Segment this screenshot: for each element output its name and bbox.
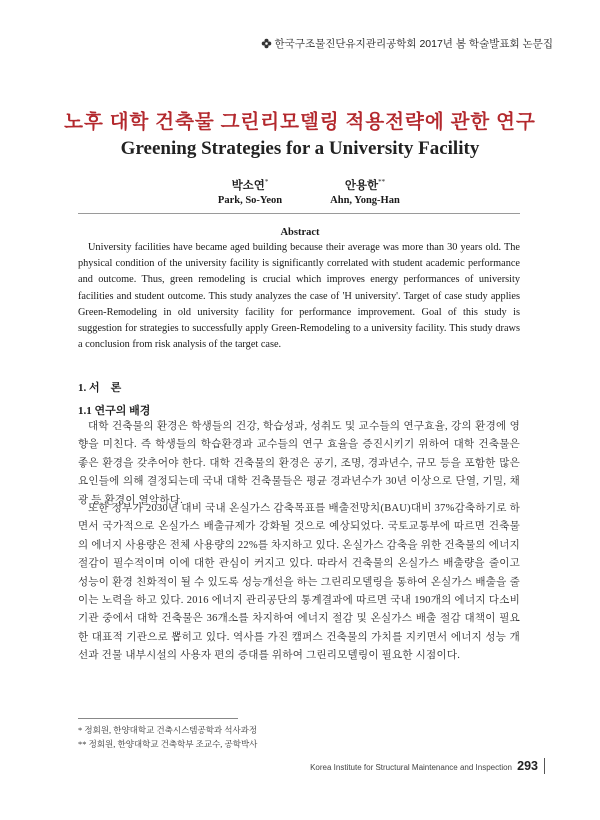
title-divider bbox=[78, 213, 520, 214]
abstract-heading: Abstract bbox=[280, 227, 320, 238]
page-number: 293 bbox=[517, 759, 538, 773]
author-name-english: Ahn, Yong-Han bbox=[330, 195, 400, 206]
footer-institute: Korea Institute for Structural Maintenance and Inspection bbox=[310, 763, 512, 772]
running-header bbox=[261, 36, 553, 51]
paper-title-english: Greening Strategies for a University Facility bbox=[120, 138, 480, 159]
author-1 bbox=[205, 177, 295, 206]
abstract-text: University facilities have became aged building because their average was more than 30 years old. The physical condition of the university facility is significantly correlated with student academic performance and outcome. Thus, green remodeling is crucial which improves energy performances of university facilities and student outcome. This study analyzes the case of 'H university'. Target of case study applies Green-Remodeling in old university facility for performance improvement. Goal of this study is suggestion for strategies to successfully apply Green-Remodeling to a university facility. This study draws a conclusion from risk analysis of the target case. bbox=[78, 242, 520, 351]
paper-title-korean: 노후 대학 건축물 그린리모델링 적용전략에 관한 연구 bbox=[64, 112, 536, 133]
footnote: ** 정회원, 한양대학교 건축학부 조교수, 공학박사 bbox=[78, 739, 258, 749]
header-text: 한국구조물진단유지관리공학회 2017년 봄 학술발표회 논문집 bbox=[274, 38, 553, 50]
author-name-korean: 안용한** bbox=[344, 178, 386, 192]
author-2 bbox=[315, 177, 415, 206]
author-name-korean: 박소연* bbox=[231, 178, 269, 192]
author-footnote-mark: * bbox=[264, 178, 269, 187]
author-name-english: Park, So-Yeon bbox=[217, 195, 283, 206]
footer-divider bbox=[544, 758, 545, 774]
body-paragraph: 또한 정부가 2030년 대비 국내 온실가스 감축목표를 배출전망치(BAU)대비 37%감축하기로 하면서 국가적으로 온실가스 배출규제가 강화될 것으로 예상되었다. 국토교통부에 따르면 건축물의 에너지 사용량은 전체 사용량의 22%를 차지하고 있다. 온실가스 감축을 위한 건축물의 에너지 절감이 필수적이며 이에 대한 관심이 커지고 있다. 따라서 건축물의 온실가스 배출량을 줄이고 성능이 환경 친화적이 될 수 있도록 성능개선을 하는 그린리모델링을 통하여 온실가스 배출을 줄이는 노력을 하고 있다. 2016 에너지 관리공단의 통계결과에 따르면 국내 190개의 에너지 다소비 기관 중에서 대학 건축물은 36개소를 차지하여 에너지 절감 및 온실가스 배출 절감 대책이 필요한 대표적 기관으로 뽑히고 있다. 역사를 가진 캠퍼스 건축물의 가치를 지키면서 에너지 성능 개선과 건물 내부시설의 사용자 편의 증대를 위하여 그린리모델링이 필요한 시점이다. bbox=[78, 503, 520, 662]
subsection-heading: 1.1 연구의 배경 bbox=[78, 405, 151, 417]
body-paragraph: 대학 건축물의 환경은 학생들의 건강, 학습성과, 성취도 및 교수들의 연구효율, 강의 환경에 영향을 미친다. 즉 학생들의 학습환경과 교수들의 연구 효율을 증진시키기 위하여 대학 건축물은 좋은 환경을 갖추어야 한다. 대학 건축물의 환경은 공기, 조명, 경과년수, 규모 등을 포함한 많은 요인들에 의해 결정되는데 국내 대학 건축물들은 평균 경과년수가 30년 이상으로 단열, 기밀, 채광 등 환경이 열악하다. bbox=[78, 421, 520, 506]
section-heading: 1. 서 론 bbox=[78, 382, 122, 394]
footnote: * 정회원, 한양대학교 건축시스템공학과 석사과정 bbox=[78, 725, 258, 735]
flower-icon bbox=[261, 38, 272, 49]
author-footnote-mark: ** bbox=[378, 178, 386, 187]
footnote-divider bbox=[78, 718, 238, 719]
